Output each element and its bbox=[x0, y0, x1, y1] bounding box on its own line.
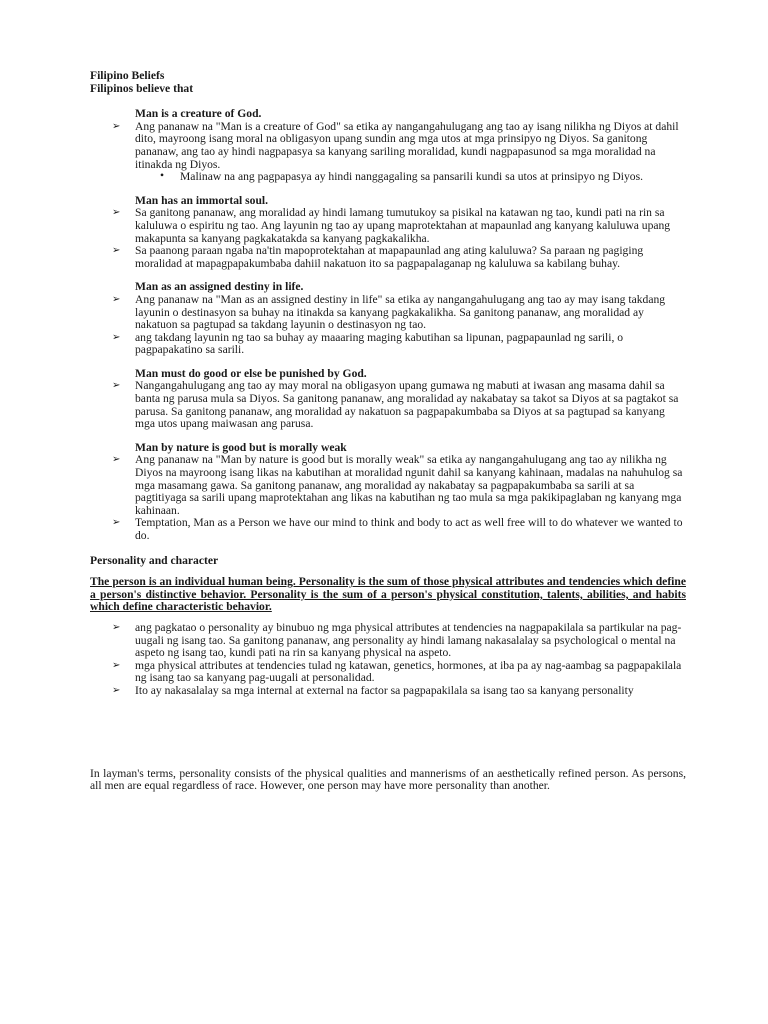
section-heading: Man is a creature of God. bbox=[135, 107, 262, 121]
list-item bbox=[90, 517, 686, 542]
beliefs-sections bbox=[90, 108, 686, 542]
arrow-bullet-icon: ➢ bbox=[112, 621, 121, 633]
list-item-text: Sa paanong paraan ngaba na'tin mapoprotektahan at mapapaunlad ang ating kaluluwa? Sa paraan ng pagiging moralidad at mapagpapakumbaba dahiil nakatuon ito sa pagpapalaganap ng kaluluwa sa kabilang buhay. bbox=[135, 244, 644, 270]
personality-heading: Personality and character bbox=[90, 553, 219, 567]
list-item-text: Nangangahulugang ang tao ay may moral na obligasyon upang gumawa ng mabuti at iwasan ang masama dahil sa banta ng parusa mula sa Diyos. Sa ganitong pananaw, ang moralidad ay nakabatay sa takot sa Diyos at sa pagtakot sa parusa. Sa ganitong pananaw, ang moralidad ay nakatuon sa pagpapakumbaba sa Diyos at sa pagtupad sa kanyang mga utos upang maiwasan ang parusa. bbox=[135, 379, 679, 431]
belief-section bbox=[90, 368, 686, 431]
arrow-bullet-icon: ➢ bbox=[112, 380, 121, 392]
sub-list-item bbox=[90, 171, 686, 184]
list-item bbox=[90, 380, 686, 430]
list-item-text: ang takdang layunin ng tao sa buhay ay maaaring maging kabutihan sa lipunan, pagpapaunlad ng sarili, o pagpapakatino sa sarili. bbox=[135, 330, 624, 357]
belief-section bbox=[90, 442, 686, 543]
list-item-text: Ang pananaw na "Man is a creature of God" sa etika ay nangangahulugang ang tao ay isang nilikha ng Diyos at dahil dito, mayroong isang moral na obligasyon upang sundin ang mga utos at mga prinsipyo ng Diyos. Sa ganitong pananaw, ang tao ay hindi nagpapasya sa kanyang sariling moralidad, kundi nagpapasunod sa mga moralidad na itinakda ng Diyos. bbox=[135, 119, 679, 171]
list-item bbox=[90, 245, 686, 270]
sub-list-item-text: Malinaw na ang pagpapasya ay hindi nanggagaling sa pansarili kundi sa utos at prinsipyo ng Diyos. bbox=[180, 170, 644, 184]
list-item bbox=[90, 454, 686, 517]
list-item bbox=[90, 332, 686, 357]
list-item bbox=[90, 121, 686, 171]
arrow-bullet-icon: ➢ bbox=[112, 659, 121, 671]
arrow-bullet-icon: ➢ bbox=[112, 120, 121, 132]
section-heading: Man as an assigned destiny in life. bbox=[135, 280, 304, 294]
document-page bbox=[90, 70, 686, 793]
list-item-text: ang pagkatao o personality ay binubuo ng mga physical attributes at tendencies na nagpapakilala sa partikular na pag-uugali ng isang tao. Sa ganitong pananaw, ang personality ay hindi lamang nakasalalay sa psychological o mental na aspeto ng isang tao, kundi pati na rin sa kanyang physical na aspeto. bbox=[135, 620, 682, 660]
arrow-bullet-icon: ➢ bbox=[112, 245, 121, 257]
belief-section bbox=[90, 108, 686, 184]
section-heading: Man by nature is good but is morally weak bbox=[135, 440, 347, 454]
list-item-text: Temptation, Man as a Person we have our mind to think and body to act as well free will to do whatever we wanted to do. bbox=[135, 516, 683, 542]
list-item bbox=[90, 622, 686, 660]
personality-definition: The person is an individual human being. Personality is the sum of those physical attributes and tendencies which define a person's distinctive behavior. Personality is the sum of a person's physical constitution, talents, abilities, and habits which define characteristic behavior. bbox=[90, 575, 686, 614]
arrow-bullet-icon: ➢ bbox=[112, 517, 121, 529]
list-item-text: Ang pananaw na "Man by nature is good but is morally weak" sa etika ay nangangahulugang ang tao ay nilikha ng Diyos na mayroong isang likas na kabutihan at moralidad ngunit dahil sa kanyang kahinaan, madalas na nahuhulog sa mga masamang gawa. Sa ganitong pananaw, ang moralidad ay nakabatay sa pagpapakumbaba sa sarili at sa pagtitiyaga sa sarili upang maprotektahan ang likas na kabutihan ng tao mula sa mga pakikipaglaban ng kanyang mga kahinaan. bbox=[135, 453, 683, 517]
belief-section bbox=[90, 195, 686, 271]
section-heading: Man has an immortal soul. bbox=[135, 193, 269, 207]
personality-list bbox=[90, 622, 686, 698]
list-item bbox=[90, 660, 686, 685]
list-item-text: Ito ay nakasalalay sa mga internal at external na factor sa pagpapakilala sa isang tao sa kanyang personality bbox=[135, 683, 634, 697]
arrow-bullet-icon: ➢ bbox=[112, 454, 121, 466]
list-item-text: Ang pananaw na "Man as an assigned destiny in life" sa etika ay nangangahulugang ang tao ay may isang takdang layunin o destinasyon sa buhay na itinakda sa kanyang pagkakalikha. Sa ganitong pananaw, ang moralidad ay nakatuon sa pagtupad sa takdang layunin o destinasyon ng tao. bbox=[135, 292, 666, 332]
document-subtitle: Filipinos believe that bbox=[90, 81, 194, 95]
section-heading: Man must do good or else be punished by God. bbox=[135, 366, 367, 380]
list-item bbox=[90, 294, 686, 332]
dot-bullet-icon: • bbox=[160, 169, 165, 183]
list-item-text: mga physical attributes at tendencies tulad ng katawan, genetics, hormones, at iba pa ay nag-aambag sa pagpapakilala ng isang tao sa kanyang pag-uugali at personalidad. bbox=[135, 658, 682, 685]
arrow-bullet-icon: ➢ bbox=[112, 331, 121, 343]
arrow-bullet-icon: ➢ bbox=[112, 293, 121, 305]
list-item bbox=[90, 207, 686, 245]
arrow-bullet-icon: ➢ bbox=[112, 207, 121, 219]
belief-section bbox=[90, 281, 686, 357]
arrow-bullet-icon: ➢ bbox=[112, 684, 121, 696]
list-item-text: Sa ganitong pananaw, ang moralidad ay hindi lamang tumutukoy sa pisikal na katawan ng tao, kundi pati na rin sa kaluluwa o espiritu ng tao. Ang layunin ng tao ay upang maprotektahan at mapaunlad ang kanyang kaluluwa upang makapunta sa kanyang pagkakatakda sa kanyang pagkakalikha. bbox=[135, 206, 671, 245]
document-title: Filipino Beliefs bbox=[90, 69, 165, 82]
list-item bbox=[90, 685, 686, 698]
closing-paragraph: In layman's terms, personality consists of the physical qualities and mannerisms of an aesthetically refined person. As persons, all men are equal regardless of race. However, one person may have more personality than another. bbox=[90, 766, 686, 793]
